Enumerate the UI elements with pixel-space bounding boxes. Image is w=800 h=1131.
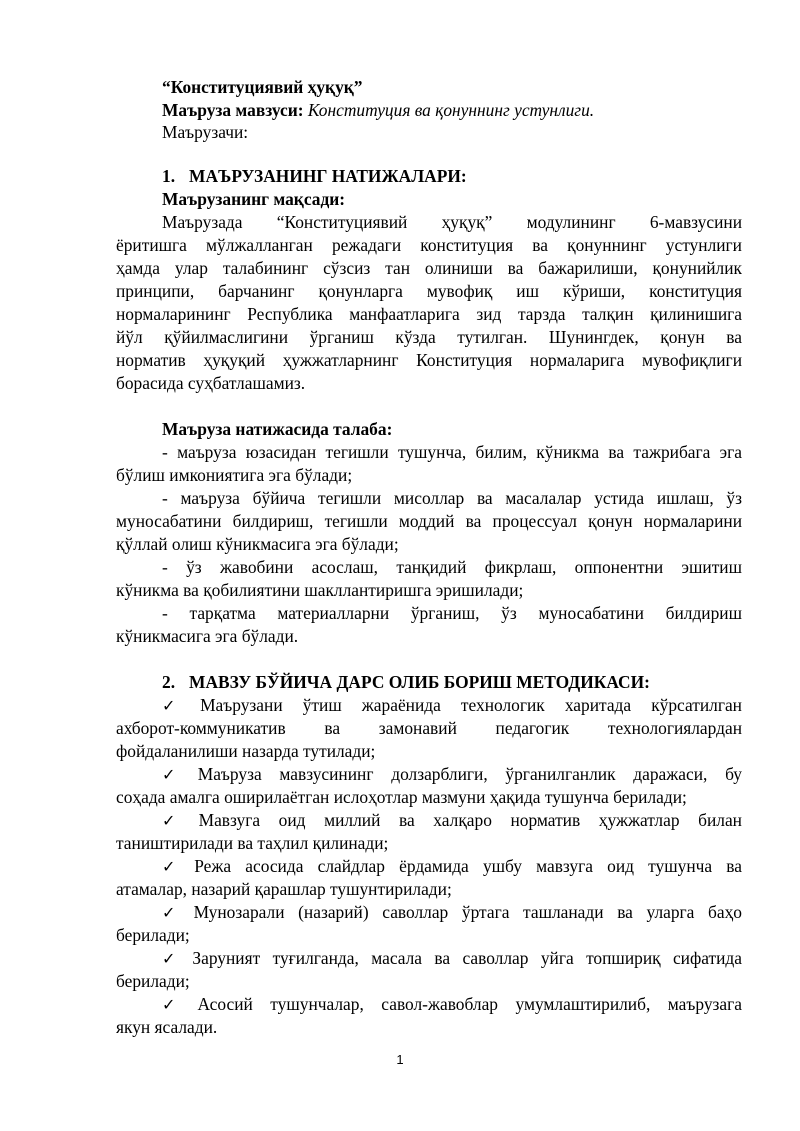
result-item-line: - маъруза юзасидан тегишли тушунча, билим, кўникма ва тажрибага эга (162, 442, 742, 462)
purpose-paragraph-line: нормаларининг Республика манфаатларига зид тарзда талқин қилинишига (116, 304, 742, 324)
method-item-line: ✓ Мавзуга оид миллий ва халқаро норматив ҳужжатлар билан (162, 809, 742, 832)
method-item-line: атамалар, назарий қарашлар тушунтирилади; (116, 879, 452, 899)
result-item-line: муносабатини билдириш, тегишли моддий ва процессуал қонун нормаларини (116, 511, 742, 531)
section2-number: 2. (162, 672, 176, 692)
topic-label: Маъруза мавзуси: (162, 100, 304, 120)
result-item-line: кўникма ва қобилиятини шакллантиришга эришилади; (116, 580, 524, 600)
lecturer-label: Маърузачи: (162, 122, 249, 142)
purpose-paragraph-line: ҳамда улар талабининг сўзсиз тан олиниши ва бажарилиши, қонунийлик (116, 258, 742, 278)
method-item-line: берилади; (116, 971, 190, 991)
purpose-heading: Маърузанинг мақсади: (162, 189, 346, 209)
check-icon: ✓ (162, 903, 176, 922)
results-heading: Маъруза натижасида талаба: (162, 419, 393, 439)
purpose-paragraph-line: ёритишга мўлжалланган режадаги конституция ва қонуннинг устунлиги (116, 235, 742, 255)
purpose-paragraph-line: Маърузада “Конституциявий ҳуқуқ” модулининг 6-мавзусини (162, 212, 742, 232)
method-item-line: берилади; (116, 925, 190, 945)
check-icon: ✓ (162, 857, 176, 876)
method-item-line: ✓ Маърузани ўтиш жараёнида технологик харитада кўрсатилган (162, 694, 742, 717)
method-item-line: соҳада амалга оширилаётган ислоҳотлар мазмуни ҳақида тушунча берилади; (116, 787, 687, 807)
method-item-line: ✓ Маъруза мавзусининг долзарблиги, ўрганилганлик даражаси, бу (162, 763, 742, 786)
check-icon: ✓ (162, 995, 176, 1014)
result-item-line: кўникмасига эга бўлади. (116, 626, 299, 646)
section1-heading (162, 165, 467, 188)
method-item-line: ✓ Мунозарали (назарий) саволлар ўртага ташланади ва уларга баҳо (162, 901, 742, 924)
method-item-line: ахборот-коммуникатив ва замонавий педагогик технологиялардан (116, 718, 742, 738)
result-item-line: бўлиш имкониятига эга бўлади; (116, 465, 353, 485)
purpose-paragraph-line: принципи, барчанинг қонунларга мувофиқ иш кўриши, конституция (116, 281, 742, 301)
purpose-paragraph-line: йўл қўйилмаслигини ўрганиш кўзда тутилган. Шунингдек, қонун ва (116, 327, 742, 347)
method-item-line: таништирилади ва таҳлил қилинади; (116, 833, 389, 853)
result-item-line: - ўз жавобини асослаш, танқидий фикрлаш, оппонентни эшитиш (162, 557, 742, 577)
method-item-line: ✓ Асосий тушунчалар, савол-жавоблар умумлаштирилиб, маърузага (162, 993, 742, 1016)
method-item-line: ✓ Режа асосида слайдлар ёрдамида ушбу мавзуга оид тушунча ва (162, 855, 742, 878)
result-item-line: - маъруза бўйича тегишли мисоллар ва масалалар устида ишлаш, ўз (162, 488, 742, 508)
method-item-line: фойдаланилиши назарда тутилади; (116, 741, 376, 761)
section2-title: МАВЗУ БЎЙИЧА ДАРС ОЛИБ БОРИШ МЕТОДИКАСИ: (189, 672, 650, 692)
check-icon: ✓ (162, 811, 176, 830)
purpose-paragraph-line: норматив ҳуқуқий ҳужжатларнинг Конституция нормаларига мувофиқлиги (116, 350, 742, 370)
section1-number: 1. (162, 166, 176, 186)
course-title: “Конституциявий ҳуқуқ” (162, 77, 363, 97)
check-icon: ✓ (162, 949, 176, 968)
section1-title: МАЪРУЗАНИНГ НАТИЖАЛАРИ: (189, 166, 467, 186)
topic-value: Конституция ва қонуннинг устунлиги. (307, 100, 595, 120)
lecture-topic (162, 99, 594, 122)
result-item-line: - тарқатма материалларни ўрганиш, ўз муносабатини билдириш (162, 603, 742, 623)
result-item-line: қўллай олиш кўникмасига эга бўлади; (116, 534, 399, 554)
method-item-line: якун ясалади. (116, 1017, 218, 1037)
section2-heading (162, 671, 650, 694)
method-item-line: ✓ Заруният туғилганда, масала ва саволлар уйга топшириқ сифатида (162, 947, 742, 970)
check-icon: ✓ (162, 765, 176, 784)
purpose-paragraph-line: борасида суҳбатлашамиз. (116, 373, 306, 393)
page-number: 1 (396, 1052, 404, 1067)
check-icon: ✓ (162, 696, 176, 715)
